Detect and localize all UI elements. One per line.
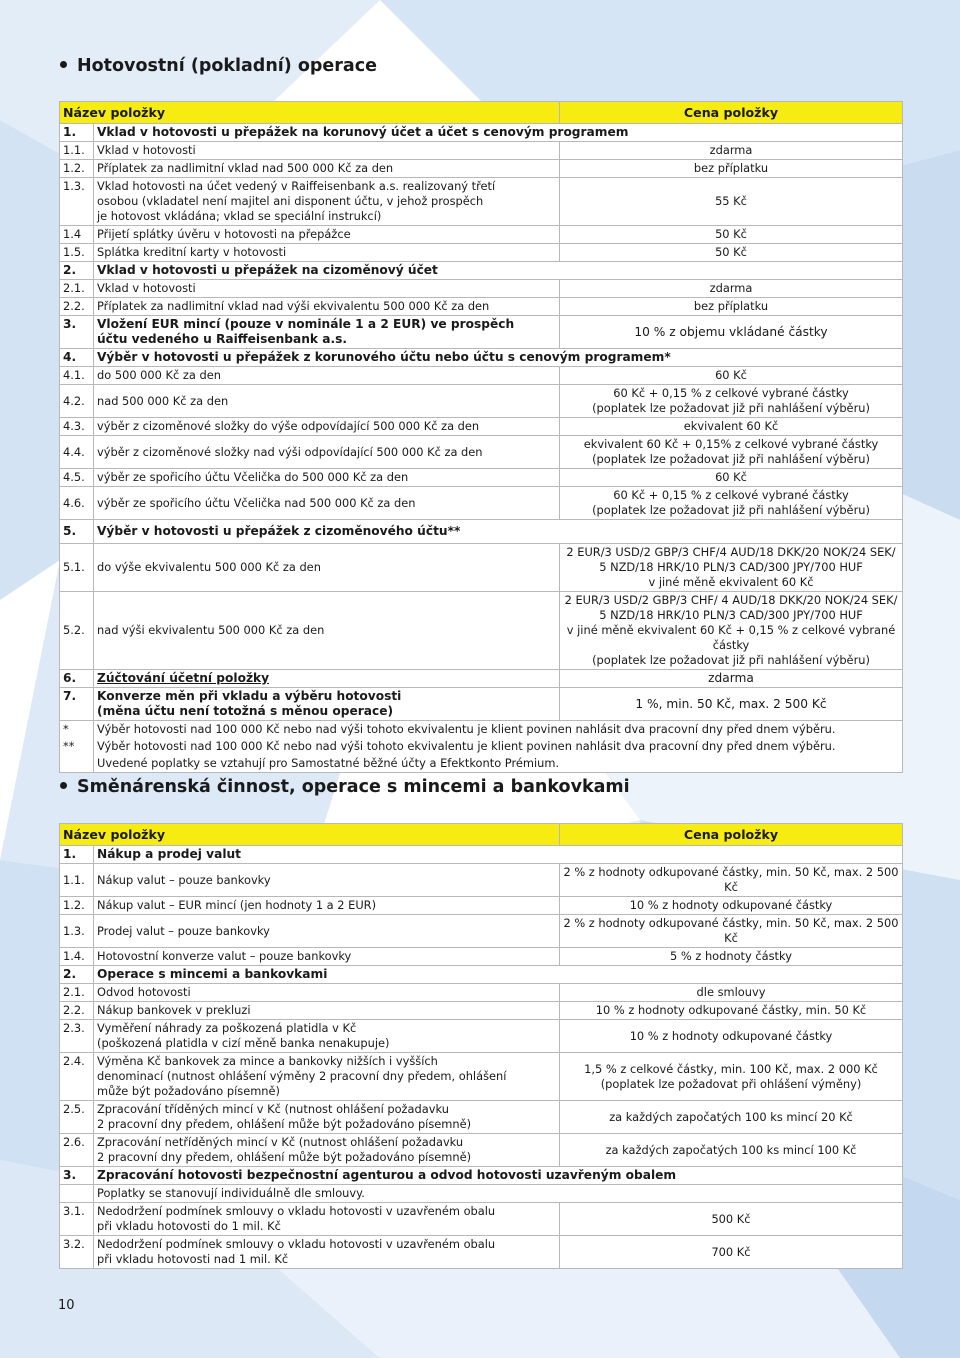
table-row: 7. Konverze měn při vkladu a výběru hotovosti (měna účtu není totožná s měnou operace) 1 %, min. 50 Kč, max. 2 500 Kč — [60, 688, 903, 721]
table-row: 1.2. Nákup valut – EUR mincí (jen hodnoty 1 a 2 EUR) 10 % z hodnoty odkupované částky — [60, 897, 903, 915]
table-row: 4.4. výběr z cizoměnové složky nad výši odpovídající 500 000 Kč za den ekvivalent 60 Kč + 0,15% z celkové vybrané částky (poplatek lze požadovat již při nahlášení výběru) — [60, 436, 903, 469]
table-row: 5.2. nad výši ekvivalentu 500 000 Kč za den 2 EUR/3 USD/2 GBP/3 CHF/ 4 AUD/18 DKK/20 NOK/24 SEK/ 5 NZD/18 HRK/10 PLN/3 CAD/300 JPY/700 HUF v jiné měně ekvivalent 60 Kč + 0,15 % z celkové vybrané částky (poplatek lze požadovat již při nahlášení výběru) — [60, 592, 903, 670]
section-title-cash: Hotovostní (pokladní) operace — [60, 56, 377, 76]
table-row: 1. Nákup a prodej valut — [60, 846, 903, 864]
cash-operations-table — [59, 101, 903, 773]
table-row: 1.4. Hotovostní konverze valut – pouze bankovky 5 % z hodnoty částky — [60, 948, 903, 966]
page-number: 10 — [58, 1298, 75, 1313]
footnote-row: ** Výběr hotovosti nad 100 000 Kč nebo nad výši tohoto ekvivalentu je klient povinen nahlásit dva pracovní dny před dnem výběru. — [60, 738, 903, 755]
table-row: 4.5. výběr ze spořicího účtu Včelička do 500 000 Kč za den 60 Kč — [60, 469, 903, 487]
footnote-row: Uvedené poplatky se vztahují pro Samostatné běžné účty a Efektkonto Prémium. — [60, 755, 903, 773]
table-row: 4.3. výběr z cizoměnové složky do výše odpovídající 500 000 Kč za den ekvivalent 60 Kč — [60, 418, 903, 436]
table-row: 2.2. Nákup bankovek v prekluzi 10 % z hodnoty odkupované částky, min. 50 Kč — [60, 1002, 903, 1020]
table-row: 1.4 Přijetí splátky úvěru v hotovosti na přepážce 50 Kč — [60, 226, 903, 244]
table-row: 2.3. Vyměření náhrady za poškozená platidla v Kč (poškozená platidla v cizí měně banka nenakupuje) 10 % z hodnoty odkupované částky — [60, 1020, 903, 1053]
table-row: 2.5. Zpracování tříděných mincí v Kč (nutnost ohlášení požadavku 2 pracovní dny předem, ohlášení může být požadováno písemně) za každých započatých 100 ks mincí 20 Kč — [60, 1101, 903, 1134]
table-row: 5.1. do výše ekvivalentu 500 000 Kč za den 2 EUR/3 USD/2 GBP/3 CHF/4 AUD/18 DKK/20 NOK/24 SEK/ 5 NZD/18 HRK/10 PLN/3 CAD/300 JPY/700 HUF v jiné měně ekvivalent 60 Kč — [60, 544, 903, 592]
table-row: 2.4. Výměna Kč bankovek za mince a bankovky nižších i vyšších denominací (nutnost ohlášení výměny 2 pracovní dny předem, ohlášení může být požadováno písemně) 1,5 % z celkové částky, min. 100 Kč, max. 2 000 Kč (poplatek lze požadovat při ohlášení výměny) — [60, 1053, 903, 1101]
table-row: 1. Vklad v hotovosti u přepážek na korunový účet a účet s cenovým programem — [60, 124, 903, 142]
table-row: 1.3. Prodej valut – pouze bankovky 2 % z hodnoty odkupované částky, min. 50 Kč, max. 2 500 Kč — [60, 915, 903, 948]
table-row: 1.1. Nákup valut – pouze bankovky 2 % z hodnoty odkupované částky, min. 50 Kč, max. 2 500 Kč — [60, 864, 903, 897]
table-row: 5. Výběr v hotovosti u přepážek z cizoměnového účtu** — [60, 520, 903, 544]
table-row: 4.6. výběr ze spořicího účtu Včelička nad 500 000 Kč za den 60 Kč + 0,15 % z celkové vybrané částky (poplatek lze požadovat již při nahlášení výběru) — [60, 487, 903, 520]
table-row: 1.1. Vklad v hotovosti zdarma — [60, 142, 903, 160]
table-row: 2.1. Odvod hotovosti dle smlouvy — [60, 984, 903, 1002]
section-title-exchange: Směnárenská činnost, operace s mincemi a bankovkami — [60, 777, 630, 797]
table-row: 2. Vklad v hotovosti u přepážek na cizoměnový účet — [60, 262, 903, 280]
bullet-icon — [60, 61, 67, 68]
bullet-icon — [60, 782, 67, 789]
table-row: 4.2. nad 500 000 Kč za den 60 Kč + 0,15 % z celkové vybrané částky (poplatek lze požadovat již při nahlášení výběru) — [60, 385, 903, 418]
table-row: 3.1. Nedodržení podmínek smlouvy o vkladu hotovosti v uzavřeném obalu při vkladu hotovosti do 1 mil. Kč 500 Kč — [60, 1203, 903, 1236]
table-row: 2.2. Příplatek za nadlimitní vklad nad výši ekvivalentu 500 000 Kč za den bez příplatku — [60, 298, 903, 316]
table-row: 2. Operace s mincemi a bankovkami — [60, 966, 903, 984]
table-row: Poplatky se stanovují individuálně dle smlouvy. — [60, 1185, 903, 1203]
table-row: 2.6. Zpracování netříděných mincí v Kč (nutnost ohlášení požadavku 2 pracovní dny předem, ohlášení může být požadováno písemně) za každých započatých 100 ks mincí 100 Kč — [60, 1134, 903, 1167]
table-row: 1.5. Splátka kreditní karty v hotovosti 50 Kč — [60, 244, 903, 262]
table-row: 4. Výběr v hotovosti u přepážek z korunového účtu nebo účtu s cenovým programem* — [60, 349, 903, 367]
table-row: 3.2. Nedodržení podmínek smlouvy o vkladu hotovosti v uzavřeném obalu při vkladu hotovosti nad 1 mil. Kč 700 Kč — [60, 1236, 903, 1269]
table-row: 2.1. Vklad v hotovosti zdarma — [60, 280, 903, 298]
table-row: 3. Zpracování hotovosti bezpečnostní agenturou a odvod hotovosti uzavřeným obalem — [60, 1167, 903, 1185]
exchange-operations-table — [59, 823, 903, 1269]
table-header: Název položky Cena položky — [60, 824, 903, 846]
table-row: 3. Vložení EUR mincí (pouze v nominále 1 a 2 EUR) ve prospěch účtu vedeného u Raiffeisenbank a.s. 10 % z objemu vkládané částky — [60, 316, 903, 349]
footnote-row: * Výběr hotovosti nad 100 000 Kč nebo nad výši tohoto ekvivalentu je klient povinen nahlásit dva pracovní dny před dnem výběru. — [60, 721, 903, 739]
table-row: 6. Zúčtování účetní položky zdarma — [60, 670, 903, 688]
table-row: 1.3. Vklad hotovosti na účet vedený v Raiffeisenbank a.s. realizovaný třetí osobou (vkladatel není majitel ani disponent účtu, v jehož prospěch je hotovost vkládána; vklad se speciální instrukcí) 55 Kč — [60, 178, 903, 226]
table-row: 1.2. Příplatek za nadlimitní vklad nad 500 000 Kč za den bez příplatku — [60, 160, 903, 178]
table-row: 4.1. do 500 000 Kč za den 60 Kč — [60, 367, 903, 385]
table-header: Název položky Cena položky — [60, 102, 903, 124]
